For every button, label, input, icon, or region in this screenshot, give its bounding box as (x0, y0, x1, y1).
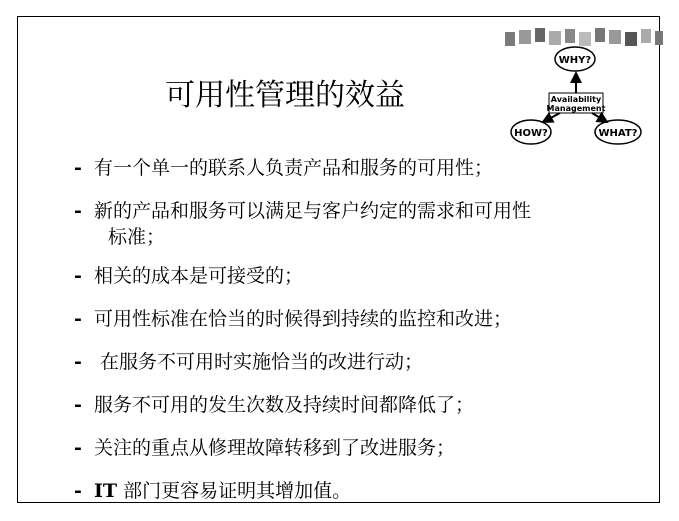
arrow-to-how (543, 113, 560, 122)
bullet-item (72, 478, 632, 504)
bullet-text: 在服务不可用时实施恰当的改进行动； (94, 351, 424, 373)
what-label: WHAT? (598, 128, 638, 139)
page-title: 可用性管理的效益 (165, 78, 405, 113)
bullet-marker: - (74, 480, 82, 502)
how-label: HOW? (514, 128, 548, 139)
bullet-item (72, 306, 632, 332)
bullet-text: 相关的成本是可接受的； (94, 265, 304, 287)
bullet-marker: - (74, 437, 82, 459)
bullet-list (72, 155, 632, 521)
bullet-marker: - (74, 200, 82, 222)
bullet-text-continued: 标准； (108, 226, 166, 248)
bullet-text: 关注的重点从修理故障转移到了改进服务； (94, 437, 456, 459)
bullet-marker: - (74, 308, 82, 330)
availability-diagram (505, 40, 655, 155)
bullet-item (72, 435, 632, 461)
bullet-marker: - (74, 265, 82, 287)
bullet-text: 可用性标准在恰当的时候得到持续的监控和改进； (94, 308, 513, 330)
bullet-text: 服务不可用的发生次数及持续时间都降低了； (94, 394, 475, 416)
bullet-marker: - (74, 351, 82, 373)
bullet-item (72, 349, 632, 375)
center-label-line1: Availability (550, 95, 602, 104)
why-label: WHY? (558, 55, 592, 66)
bullet-item (72, 263, 632, 289)
bullet-item (72, 392, 632, 418)
center-label-line2: Management (546, 104, 606, 113)
bullet-item (72, 198, 632, 250)
bullet-prefix-it: IT (94, 480, 118, 502)
bullet-marker: - (74, 157, 82, 179)
bullet-text: 新的产品和服务可以满足与客户约定的需求和可用性 (94, 200, 532, 222)
bullet-item (72, 155, 632, 181)
bullet-marker: - (74, 394, 82, 416)
bullet-text: 部门更容易证明其增加值。 (117, 480, 352, 502)
arrow-to-what (592, 113, 607, 122)
bullet-text: 有一个单一的联系人负责产品和服务的可用性； (94, 157, 494, 179)
